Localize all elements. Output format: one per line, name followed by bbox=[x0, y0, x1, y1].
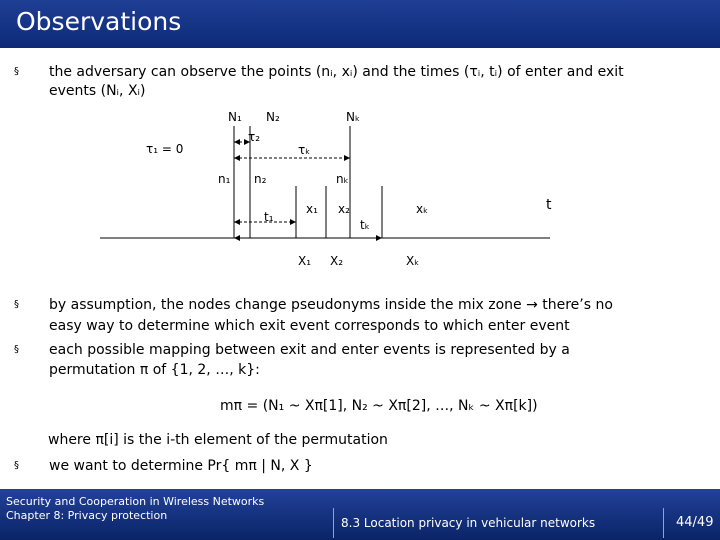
label-n1: n₁ bbox=[218, 172, 231, 186]
bullet-observe-line2: events (Nᵢ, Xᵢ) bbox=[49, 83, 146, 99]
bullet-observe-line1: the adversary can observe the points (nᵢ, xᵢ) and the times (τᵢ, tᵢ) of enter and exit bbox=[49, 64, 624, 80]
footer-course-line1: Security and Cooperation in Wireless Networks bbox=[6, 495, 265, 508]
label-n2: n₂ bbox=[254, 172, 267, 186]
label-tau1: τ₁ = 0 bbox=[146, 142, 184, 156]
label-t1: t₁ bbox=[264, 210, 274, 224]
footer-course-line2: Chapter 8: Privacy protection bbox=[6, 509, 168, 522]
bullet-mapping-line2: permutation π of {1, 2, …, k}: bbox=[49, 362, 260, 378]
footer-section: 8.3 Location privacy in vehicular networks bbox=[341, 516, 596, 530]
bullet-mapping-line1: each possible mapping between exit and enter events is represented by a bbox=[49, 342, 570, 358]
label-tau2: τ₂ bbox=[248, 130, 261, 144]
label-tauk: τₖ bbox=[298, 143, 311, 157]
label-xk: xₖ bbox=[416, 202, 429, 216]
label-N1: N₁ bbox=[228, 110, 242, 124]
bullet-mark: § bbox=[14, 66, 19, 77]
label-Xk: Xₖ bbox=[406, 254, 420, 268]
bullet-mark: § bbox=[14, 460, 19, 471]
label-x2: x₂ bbox=[338, 202, 350, 216]
bullet-mark: § bbox=[14, 299, 19, 310]
bullet-assumption-line2: easy way to determine which exit event corresponds to which enter event bbox=[49, 318, 570, 334]
slide-title: Observations bbox=[16, 7, 182, 36]
footer-divider bbox=[333, 508, 334, 538]
label-Nk: Nₖ bbox=[346, 110, 361, 124]
footer-page-number: 44/49 bbox=[676, 515, 714, 530]
label-x1: x₁ bbox=[306, 202, 318, 216]
label-nk: nₖ bbox=[336, 172, 349, 186]
label-tk: tₖ bbox=[360, 218, 370, 232]
footer-course bbox=[6, 495, 264, 523]
bullet-goal-line1: we want to determine Pr{ mπ | N, X } bbox=[49, 458, 313, 474]
label-X1: X₁ bbox=[298, 254, 312, 268]
permutation-formula: mπ = (N₁ ~ Xπ[1], N₂ ~ Xπ[2], …, Nₖ ~ Xπ[k]) bbox=[220, 398, 538, 414]
label-X2: X₂ bbox=[330, 254, 344, 268]
label-N2: N₂ bbox=[266, 110, 280, 124]
footer-divider bbox=[663, 508, 664, 538]
bullet-assumption-line1: by assumption, the nodes change pseudonyms inside the mix zone → there’s no bbox=[49, 297, 613, 313]
where-note: where π[i] is the i-th element of the permutation bbox=[48, 432, 388, 448]
label-t: t bbox=[546, 197, 552, 213]
bullet-mark: § bbox=[14, 344, 19, 355]
